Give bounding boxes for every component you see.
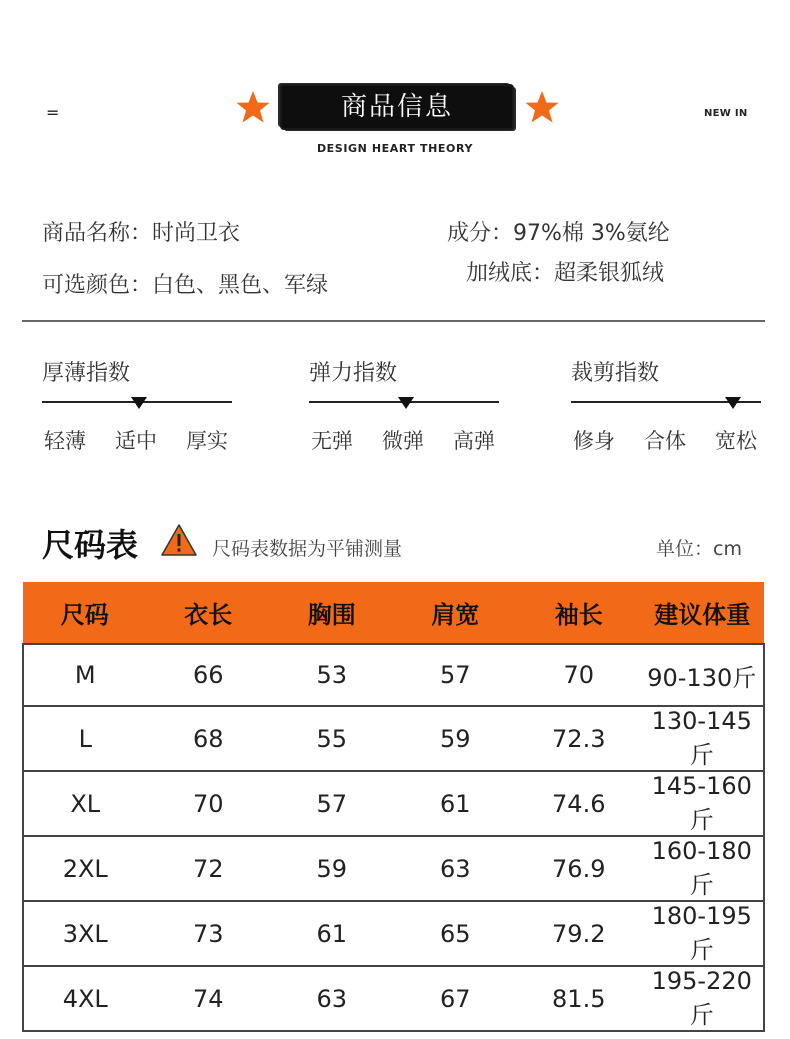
thickness-label-medium: 适中 <box>115 429 157 453</box>
new-in-label: NEW IN <box>704 108 748 119</box>
table-cell: 74.6 <box>517 771 641 836</box>
table-cell: 55 <box>270 706 394 771</box>
table-cell: 67 <box>394 966 518 1031</box>
table-cell: 53 <box>270 644 394 706</box>
table-cell: 2XL <box>23 836 147 901</box>
table-cell: 145-160斤 <box>641 771 765 836</box>
table-cell: 160-180斤 <box>641 836 765 901</box>
table-row <box>23 644 764 706</box>
table-cell: L <box>23 706 147 771</box>
product-colors: 可选颜色：白色、黑色、军绿 <box>42 273 329 298</box>
elasticity-label-slight: 微弹 <box>382 429 424 453</box>
product-lining: 加绒底：超柔银狐绒 <box>466 261 665 286</box>
brand-subtitle: DESIGN HEART THEORY <box>316 142 474 155</box>
table-row <box>23 771 764 836</box>
elasticity-index-title: 弹力指数 <box>309 361 398 386</box>
table-header-row <box>23 582 764 644</box>
table-cell: 74 <box>147 966 271 1031</box>
table-cell: 65 <box>394 901 518 966</box>
size-table <box>22 582 765 1032</box>
table-cell: 90-130斤 <box>641 644 765 706</box>
thickness-marker <box>131 397 147 409</box>
header-size: 尺码 <box>23 582 147 644</box>
table-cell: 68 <box>147 706 271 771</box>
table-cell: 130-145斤 <box>641 706 765 771</box>
table-cell: 70 <box>147 771 271 836</box>
thickness-label-thin: 轻薄 <box>44 429 86 453</box>
table-row <box>23 706 764 771</box>
table-cell: 72 <box>147 836 271 901</box>
thickness-label-thick: 厚实 <box>186 429 228 453</box>
table-cell: 59 <box>394 706 518 771</box>
product-composition: 成分：97%棉 3%氨纶 <box>447 221 670 246</box>
header-chest: 胸围 <box>270 582 394 644</box>
size-chart-note: 尺码表数据为平铺测量 <box>212 538 403 560</box>
elasticity-marker <box>398 397 414 409</box>
table-cell: M <box>23 644 147 706</box>
table-cell: 3XL <box>23 901 147 966</box>
table-cell: 63 <box>394 836 518 901</box>
fit-label-regular: 合体 <box>644 429 686 453</box>
table-cell: 72.3 <box>517 706 641 771</box>
table-cell: 70 <box>517 644 641 706</box>
fit-marker <box>725 397 741 409</box>
table-cell: 57 <box>394 644 518 706</box>
table-row <box>23 901 764 966</box>
fit-label-loose: 宽松 <box>715 429 757 453</box>
table-cell: 61 <box>394 771 518 836</box>
table-cell: 63 <box>270 966 394 1031</box>
star-icon <box>525 90 559 124</box>
header-weight: 建议体重 <box>641 582 765 644</box>
elasticity-label-high: 高弹 <box>453 429 495 453</box>
table-row <box>23 836 764 901</box>
menu-icon: = <box>46 103 60 122</box>
table-cell: 76.9 <box>517 836 641 901</box>
table-cell: 79.2 <box>517 901 641 966</box>
fit-index-title: 裁剪指数 <box>571 361 660 386</box>
table-cell: 59 <box>270 836 394 901</box>
table-cell: 180-195斤 <box>641 901 765 966</box>
table-cell: 73 <box>147 901 271 966</box>
product-name: 商品名称：时尚卫衣 <box>42 221 241 246</box>
table-cell: XL <box>23 771 147 836</box>
table-cell: 4XL <box>23 966 147 1031</box>
header-length: 衣长 <box>147 582 271 644</box>
table-row <box>23 966 764 1031</box>
fit-label-slim: 修身 <box>573 429 615 453</box>
star-icon <box>236 90 270 124</box>
warning-icon <box>160 523 198 557</box>
thickness-index-title: 厚薄指数 <box>42 361 131 386</box>
section-divider <box>22 320 765 322</box>
size-chart-unit: 单位：cm <box>656 538 742 560</box>
header-sleeve: 袖长 <box>517 582 641 644</box>
table-cell: 66 <box>147 644 271 706</box>
page-title: 商品信息 <box>282 86 512 128</box>
table-cell: 81.5 <box>517 966 641 1031</box>
size-chart-title: 尺码表 <box>42 526 139 564</box>
table-cell: 57 <box>270 771 394 836</box>
table-cell: 61 <box>270 901 394 966</box>
table-cell: 195-220斤 <box>641 966 765 1031</box>
header-shoulder: 肩宽 <box>394 582 518 644</box>
elasticity-label-none: 无弹 <box>311 429 353 453</box>
